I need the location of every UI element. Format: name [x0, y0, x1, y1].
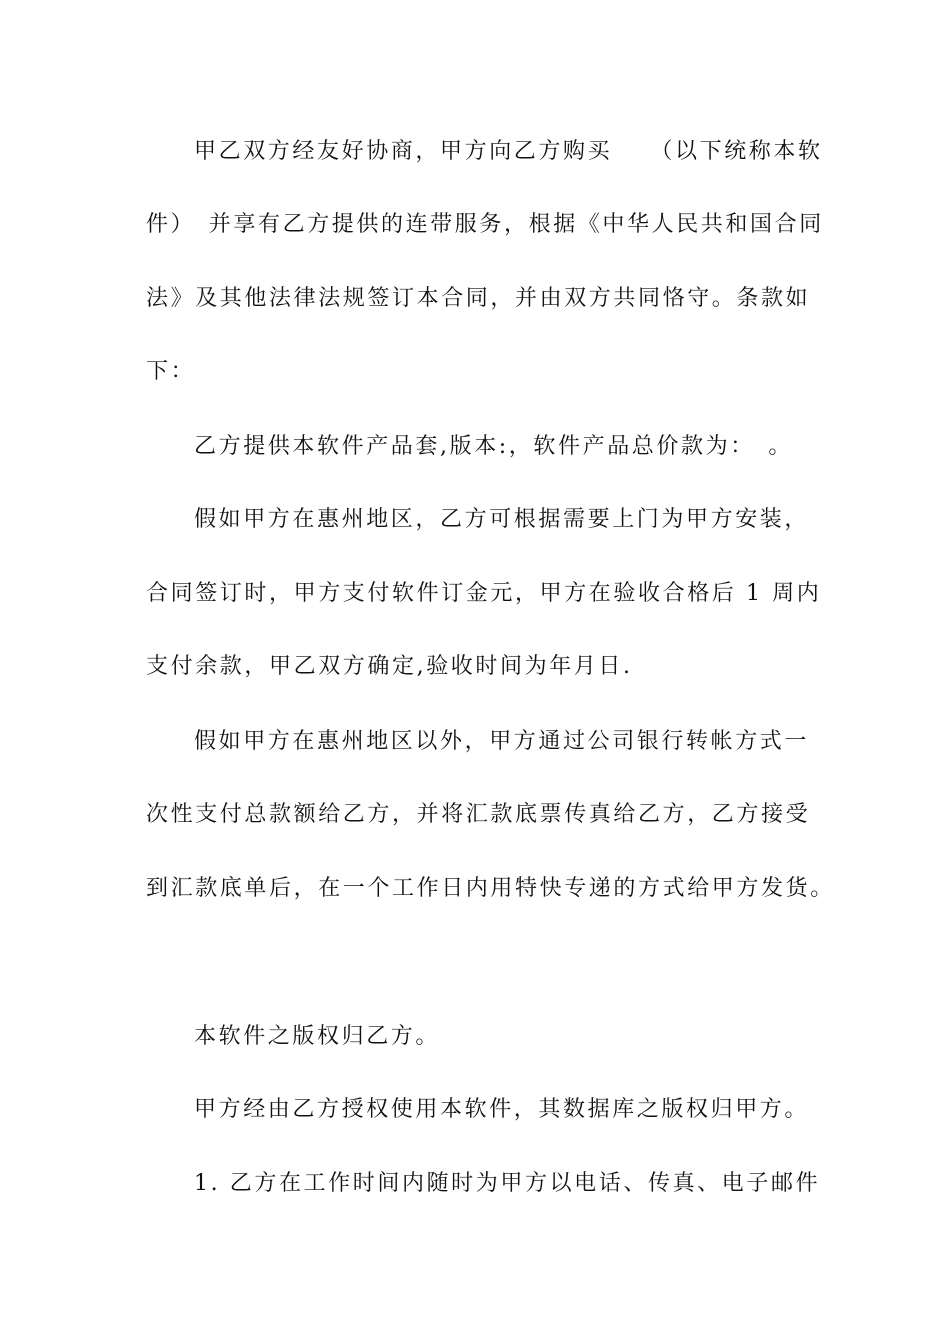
paragraph-3-line-1: 假如甲方在惠州地区，乙方可根据需要上门为甲方安装，: [194, 507, 810, 532]
paragraph-4-line-2: 次性支付总款额给乙方，并将汇款底票传真给乙方，乙方接受: [146, 802, 811, 827]
paragraph-7-line-1: 1. 乙方在工作时间内随时为甲方以电话、传真、电子邮件: [194, 1171, 821, 1196]
paragraph-1-line-1: 甲乙双方经友好协商，甲方向乙方购买 （以下统称本软: [194, 139, 823, 164]
paragraph-3-line-3: 支付余款，甲乙双方确定,验收时间为年月日.: [146, 654, 633, 679]
paragraph-3-line-2: 合同签订时，甲方支付软件订金元，甲方在验收合格后 1 周内: [146, 581, 822, 606]
paragraph-4-line-1: 假如甲方在惠州地区以外，甲方通过公司银行转帐方式一: [194, 729, 810, 754]
paragraph-6-line-1: 甲方经由乙方授权使用本软件，其数据库之版权归甲方。: [194, 1097, 810, 1122]
paragraph-1-line-3: 法》及其他法律法规签订本合同，并由双方共同恪守。条款如: [146, 286, 811, 311]
paragraph-5-line-1: 本软件之版权归乙方。: [194, 1024, 441, 1049]
paragraph-1-line-4: 下：: [146, 359, 196, 384]
paragraph-4-line-3: 到汇款底单后，在一个工作日内用特快专递的方式给甲方发货。: [146, 876, 835, 901]
paragraph-2-line-1: 乙方提供本软件产品套,版本:，软件产品总价款为： 。: [194, 434, 794, 459]
paragraph-1-line-2: 件） 并享有乙方提供的连带服务，根据《中华人民共和国合同: [146, 212, 824, 237]
